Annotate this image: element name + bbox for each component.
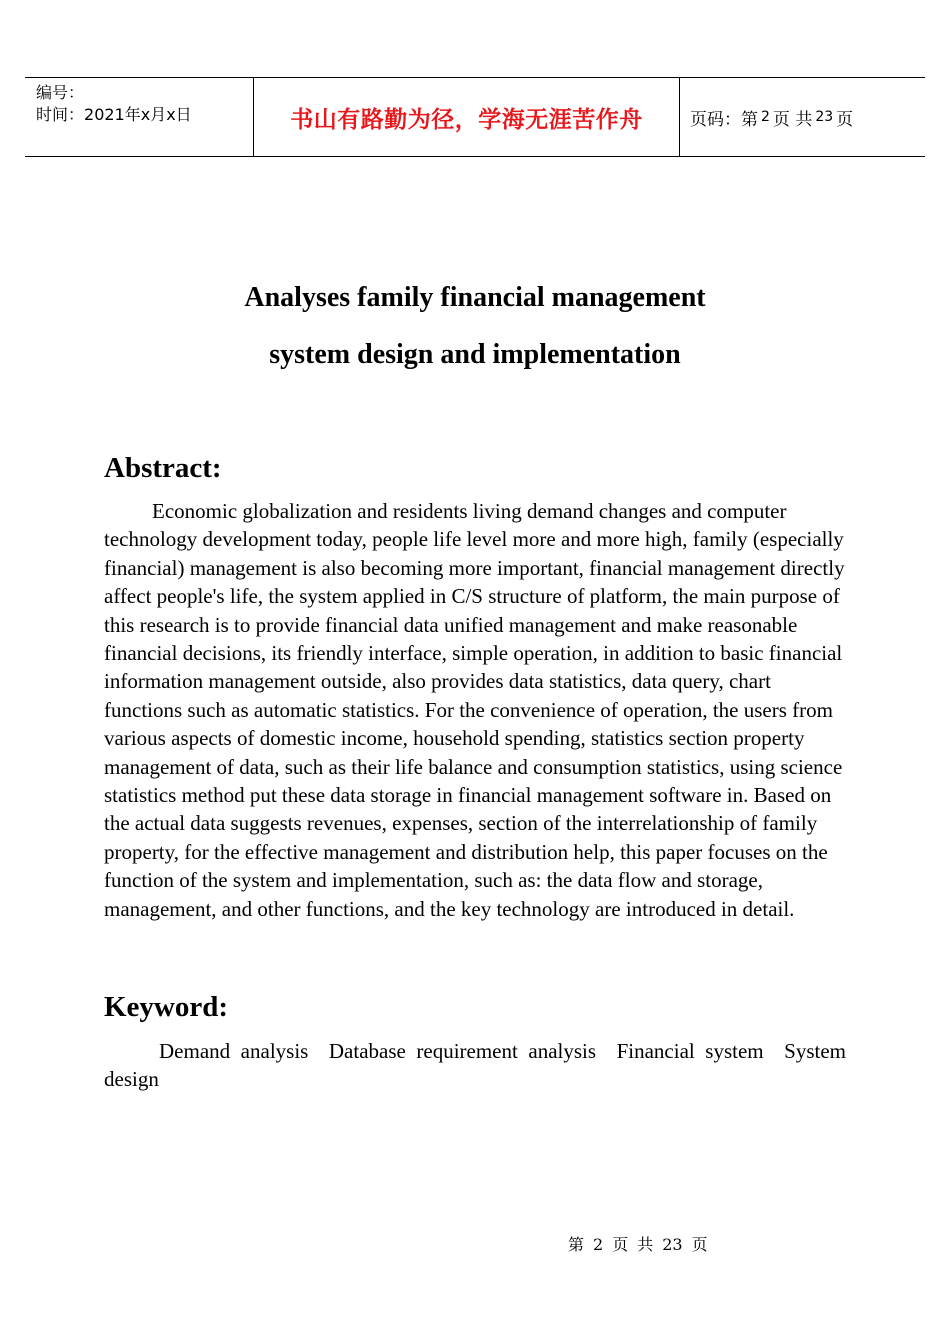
footer-total: 23 <box>662 1235 683 1254</box>
page-current: 2 <box>761 109 770 125</box>
keyword-item: Database requirement analysis <box>328 1039 597 1063</box>
header-table <box>25 77 925 157</box>
keyword-item: Financial system <box>616 1039 764 1063</box>
motto-text: 书山有路勤为径，学海无涯苦作舟 <box>290 106 643 133</box>
header-meta-cell <box>25 78 254 156</box>
document-title-line-2: system design and implementation <box>269 339 681 370</box>
keyword-item: Demand analysis <box>159 1039 309 1063</box>
keyword-list <box>104 1037 846 1094</box>
footer-di: 第 <box>568 1235 585 1254</box>
time-label: 时间： <box>36 105 85 124</box>
keyword-item: System design <box>104 1039 847 1092</box>
document-title-line-1: Analyses family financial management <box>244 282 706 313</box>
abstract-heading: Abstract: <box>104 452 222 484</box>
page-footer <box>568 1232 717 1255</box>
abstract-body: Economic globalization and residents living demand changes and computer technology development today, people life level more and more high, family (especially financial) management is also becoming more important, financial management directly affect people's life, the system applied in C/S structure of platform, the main purpose of this research is to provide financial data unified management and make reasonable financial decisions, its friendly interface, simple operation, in addition to basic financial information management outside, also provides data statistics, data query, chart functions such as automatic statistics. For the convenience of operation, the users from various aspects of domestic income, household spending, statistics section property management of data, such as their life balance and consumption statistics, using science statistics method put these data storage in financial management software in. Based on the actual data suggests revenues, expenses, section of the interrelationship of family property, for the effective management and distribution help, this paper focuses on the function of the system and implementation, such as: the data flow and storage, management, and other functions, and the key technology are introduced in detail. <box>104 499 845 921</box>
time-line <box>36 104 253 126</box>
footer-ye2: 页 <box>691 1235 708 1254</box>
time-value: 2021年x月x日 <box>84 105 192 124</box>
page-total: 23 <box>815 109 834 125</box>
page-suffix: 页 <box>836 109 854 130</box>
footer-ye: 页 <box>612 1235 629 1254</box>
footer-current: 2 <box>593 1235 604 1254</box>
header-page-cell <box>680 78 925 156</box>
page-label: 页码：第 <box>690 109 758 130</box>
header-motto-cell <box>254 78 680 156</box>
page-mid: 页 共 <box>772 109 813 130</box>
footer-gong: 共 <box>637 1235 654 1254</box>
keyword-heading: Keyword: <box>104 991 229 1023</box>
number-label: 编号： <box>36 83 85 102</box>
